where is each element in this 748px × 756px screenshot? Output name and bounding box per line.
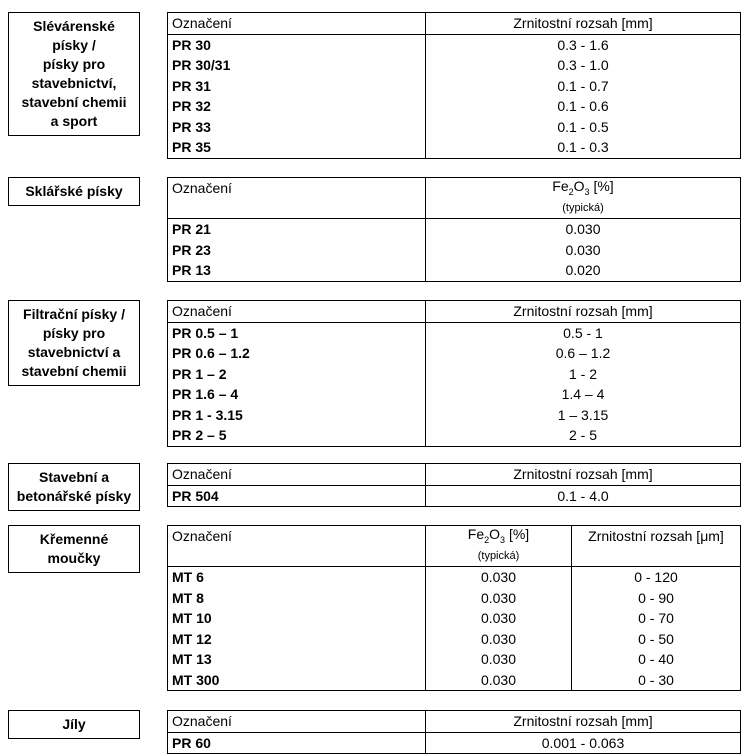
section-label-clays (8, 710, 140, 739)
table-clays (167, 710, 741, 754)
header-fe2o3-label: $Fe_2O_3$ [%] (467, 526, 530, 545)
header-designation: Označení (168, 178, 426, 219)
cell-designation: PR 1.6 – 4 (168, 384, 426, 405)
table-header-row (168, 526, 741, 567)
table-row (168, 322, 741, 343)
cell-value: 0.3 - 1.6 (426, 34, 741, 55)
cell-value: 1.4 – 4 (426, 384, 741, 405)
cell-designation: MT 12 (168, 629, 426, 650)
cell-designation: PR 13 (168, 260, 426, 281)
cell-value: 0.6 – 1.2 (426, 343, 741, 364)
header-grain-size: Zrnitostní rozsah [mm] (426, 711, 741, 733)
cell-value: 0.020 (426, 260, 741, 281)
cell-grain-size: 0 - 30 (572, 670, 741, 691)
cell-designation: PR 33 (168, 117, 426, 138)
cell-value: 0.001 - 0.063 (426, 732, 741, 754)
table-row (168, 608, 741, 629)
header-designation: Označení (168, 464, 426, 486)
label-line: písky pro (42, 325, 106, 341)
cell-grain-size: 0 - 50 (572, 629, 741, 650)
cell-designation: PR 30 (168, 34, 426, 55)
cell-designation: MT 10 (168, 608, 426, 629)
cell-grain-size: 0 - 120 (572, 567, 741, 588)
cell-designation: PR 1 - 3.15 (168, 405, 426, 426)
cell-fe2o3: 0.030 (426, 567, 572, 588)
table-row (168, 405, 741, 426)
label-line: Sklářské písky (25, 183, 123, 199)
table-header-row (168, 178, 741, 219)
label-line: a sport (50, 113, 98, 129)
label-line: Slévárenské (33, 18, 115, 34)
header-designation: Označení (168, 526, 426, 567)
table-row (168, 732, 741, 754)
header-fe2o3 (426, 178, 741, 219)
header-fe2o3-typical: (typická) (477, 549, 520, 562)
table-row (168, 240, 741, 261)
cell-designation: MT 13 (168, 649, 426, 670)
header-designation: Označení (168, 711, 426, 733)
table-foundry-sands (167, 12, 741, 159)
cell-designation: PR 60 (168, 732, 426, 754)
table-row (168, 364, 741, 385)
header-fe2o3 (426, 526, 572, 567)
table-header-row (168, 301, 741, 323)
cell-designation: MT 300 (168, 670, 426, 691)
cell-value: 1 – 3.15 (426, 405, 741, 426)
header-grain-size: Zrnitostní rozsah [mm] (426, 301, 741, 323)
label-line: písky pro (42, 56, 106, 72)
header-grain-size: Zrnitostní rozsah [mm] (426, 464, 741, 486)
label-line: moučky (47, 550, 101, 566)
cell-value: 0.1 - 0.5 (426, 117, 741, 138)
header-fe2o3-label: $Fe_2O_3$ [%] (552, 178, 614, 197)
table-row (168, 670, 741, 691)
header-grain-size-um: Zrnitostní rozsah [μm] (572, 526, 741, 567)
section-label-glass-sands (8, 177, 140, 206)
table-row (168, 343, 741, 364)
table-construction-sands (167, 463, 741, 507)
section-label-foundry-sands (8, 12, 140, 136)
cell-designation: PR 504 (168, 485, 426, 507)
table-row (168, 629, 741, 650)
table-row (168, 219, 741, 240)
label-line: Stavební a (38, 469, 110, 485)
section-label-filter-sands (8, 300, 140, 386)
table-row (168, 425, 741, 446)
header-grain-size: Zrnitostní rozsah [mm] (426, 13, 741, 35)
label-line: betonářské písky (16, 488, 132, 504)
label-line: Filtrační písky / (23, 306, 125, 322)
cell-value: 0.1 - 0.7 (426, 76, 741, 97)
cell-value: 0.030 (426, 219, 741, 240)
cell-value: 0.1 - 0.6 (426, 96, 741, 117)
cell-designation: PR 1 – 2 (168, 364, 426, 385)
table-glass-sands (167, 177, 741, 282)
header-fe2o3-typical: (typická) (562, 201, 604, 214)
table-row (168, 76, 741, 97)
cell-designation: MT 8 (168, 588, 426, 609)
table-row (168, 485, 741, 507)
cell-designation: PR 31 (168, 76, 426, 97)
cell-designation: PR 30/31 (168, 55, 426, 76)
table-header-row (168, 464, 741, 486)
cell-designation: PR 2 – 5 (168, 425, 426, 446)
cell-designation: MT 6 (168, 567, 426, 588)
label-line: stavební chemii (21, 363, 127, 379)
table-header-row (168, 13, 741, 35)
table-row (168, 649, 741, 670)
header-designation: Označení (168, 301, 426, 323)
table-row (168, 137, 741, 158)
label-line: písky / (52, 37, 96, 53)
table-row (168, 117, 741, 138)
cell-value: 0.5 - 1 (426, 322, 741, 343)
cell-grain-size: 0 - 70 (572, 608, 741, 629)
cell-designation: PR 0.5 – 1 (168, 322, 426, 343)
cell-fe2o3: 0.030 (426, 588, 572, 609)
table-header-row (168, 711, 741, 733)
cell-designation: PR 35 (168, 137, 426, 158)
table-row (168, 260, 741, 281)
label-line: stavebnictví a (27, 344, 121, 360)
label-line: Jíly (62, 716, 86, 732)
header-designation: Označení (168, 13, 426, 35)
cell-grain-size: 0 - 40 (572, 649, 741, 670)
section-label-construction-sands (8, 463, 140, 511)
label-line: Křemenné (39, 531, 109, 547)
cell-value: 0.030 (426, 240, 741, 261)
cell-value: 0.3 - 1.0 (426, 55, 741, 76)
cell-grain-size: 0 - 90 (572, 588, 741, 609)
table-row (168, 34, 741, 55)
cell-value: 0.1 - 0.3 (426, 137, 741, 158)
label-line: stavebnictví, (31, 75, 117, 91)
cell-value: 0.1 - 4.0 (426, 485, 741, 507)
cell-designation: PR 23 (168, 240, 426, 261)
section-label-quartz-flours (8, 525, 140, 573)
table-row (168, 384, 741, 405)
cell-fe2o3: 0.030 (426, 608, 572, 629)
cell-value: 1 - 2 (426, 364, 741, 385)
cell-fe2o3: 0.030 (426, 649, 572, 670)
table-row (168, 55, 741, 76)
table-quartz-flours (167, 525, 741, 691)
cell-fe2o3: 0.030 (426, 670, 572, 691)
table-row (168, 96, 741, 117)
table-filter-sands (167, 300, 741, 447)
cell-value: 2 - 5 (426, 425, 741, 446)
label-line: stavební chemii (21, 94, 127, 110)
table-row (168, 588, 741, 609)
cell-designation: PR 21 (168, 219, 426, 240)
cell-fe2o3: 0.030 (426, 629, 572, 650)
table-row (168, 567, 741, 588)
cell-designation: PR 32 (168, 96, 426, 117)
cell-designation: PR 0.6 – 1.2 (168, 343, 426, 364)
